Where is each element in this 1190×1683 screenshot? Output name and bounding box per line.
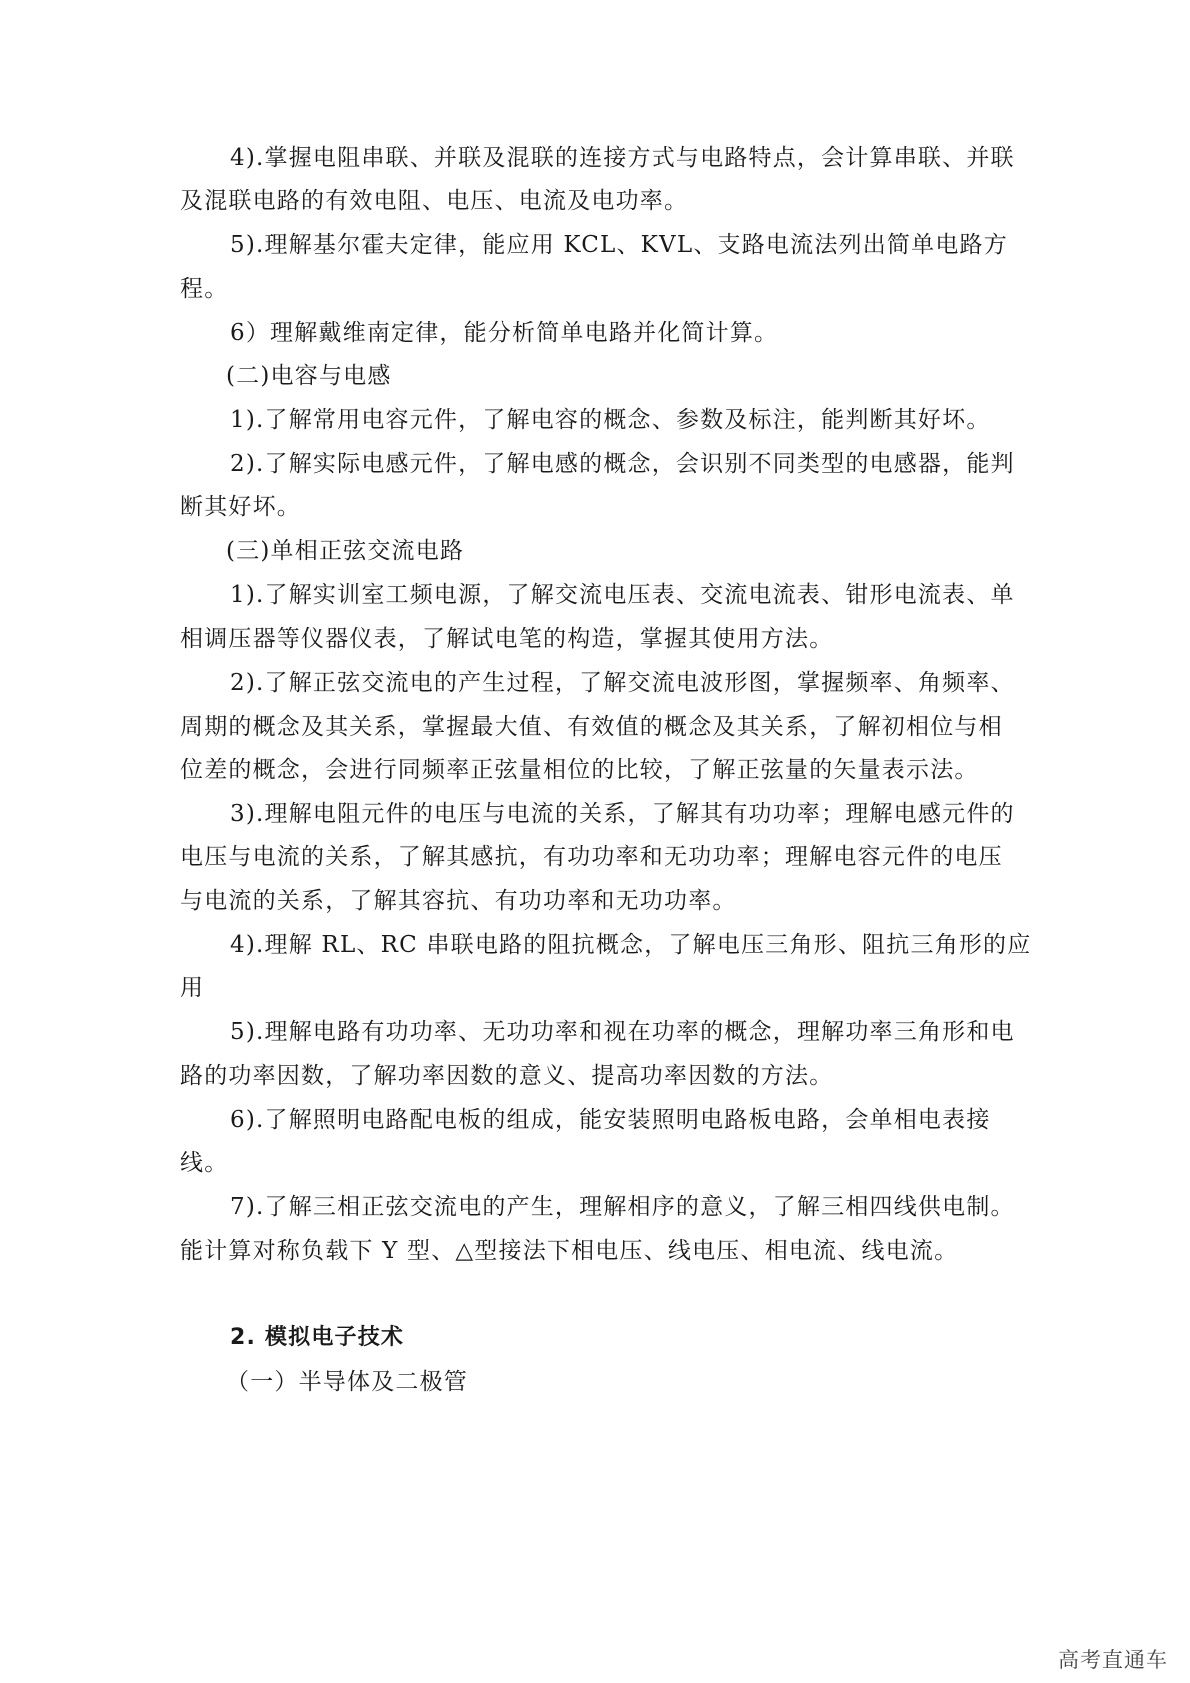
paragraph-line: 与电流的关系，了解其容抗、有功功率和无功功率。 bbox=[180, 888, 737, 914]
paragraph-line: 2).了解实际电感元件，了解电感的概念，会识别不同类型的电感器，能判 bbox=[230, 451, 1015, 477]
section-heading: (三)单相正弦交流电路 bbox=[226, 538, 465, 564]
paragraph-line: 7).了解三相正弦交流电的产生，理解相序的意义，了解三相四线供电制。 bbox=[230, 1194, 1015, 1220]
section-heading: （一）半导体及二极管 bbox=[226, 1369, 468, 1395]
paragraph-line: 相调压器等仪器仪表，了解试电笔的构造，掌握其使用方法。 bbox=[180, 626, 834, 652]
paragraph-line: 1).了解实训室工频电源，了解交流电压表、交流电流表、钳形电流表、单 bbox=[230, 582, 1015, 608]
paragraph-line: 断其好坏。 bbox=[180, 494, 301, 520]
chapter-heading: 2. 模拟电子技术 bbox=[230, 1325, 405, 1350]
paragraph-line: 及混联电路的有效电阻、电压、电流及电功率。 bbox=[180, 188, 689, 214]
paragraph-line: 线。 bbox=[180, 1150, 229, 1176]
paragraph-line: 用 bbox=[180, 975, 205, 1001]
paragraph-line: 5).理解电路有功功率、无功功率和视在功率的概念，理解功率三角形和电 bbox=[230, 1019, 1015, 1045]
paragraph-line: 位差的概念，会进行同频率正弦量相位的比较，了解正弦量的矢量表示法。 bbox=[180, 757, 979, 783]
paragraph-line: 能计算对称负载下 Y 型、△型接法下相电压、线电压、相电流、线电流。 bbox=[180, 1238, 959, 1264]
paragraph-line: 5).理解基尔霍夫定律，能应用 KCL、KVL、支路电流法列出简单电路方 bbox=[230, 232, 1008, 258]
paragraph-line: 1).了解常用电容元件，了解电容的概念、参数及标注，能判断其好坏。 bbox=[230, 407, 991, 433]
paragraph-line: 电压与电流的关系，了解其感抗，有功功率和无功功率；理解电容元件的电压 bbox=[180, 844, 1003, 870]
paragraph-line: 周期的概念及其关系，掌握最大值、有效值的概念及其关系，了解初相位与相 bbox=[180, 714, 1003, 740]
paragraph-line: 2).了解正弦交流电的产生过程，了解交流电波形图，掌握频率、角频率、 bbox=[230, 670, 1015, 696]
paragraph-line: 程。 bbox=[180, 276, 229, 302]
paragraph-line: 6）理解戴维南定律，能分析简单电路并化简计算。 bbox=[230, 320, 779, 346]
paragraph-line: 3).理解电阻元件的电压与电流的关系，了解其有功功率；理解电感元件的 bbox=[230, 801, 1015, 827]
footer-watermark: 高考直通车 bbox=[1058, 1648, 1168, 1672]
section-heading: (二)电容与电感 bbox=[226, 363, 392, 389]
paragraph-line: 6).了解照明电路配电板的组成，能安装照明电路板电路，会单相电表接 bbox=[230, 1107, 991, 1133]
paragraph-line: 4).掌握电阻串联、并联及混联的连接方式与电路特点，会计算串联、并联 bbox=[230, 145, 1015, 171]
paragraph-line: 4).理解 RL、RC 串联电路的阻抗概念，了解电压三角形、阻抗三角形的应 bbox=[230, 932, 1032, 958]
paragraph-line: 路的功率因数，了解功率因数的意义、提高功率因数的方法。 bbox=[180, 1063, 834, 1089]
